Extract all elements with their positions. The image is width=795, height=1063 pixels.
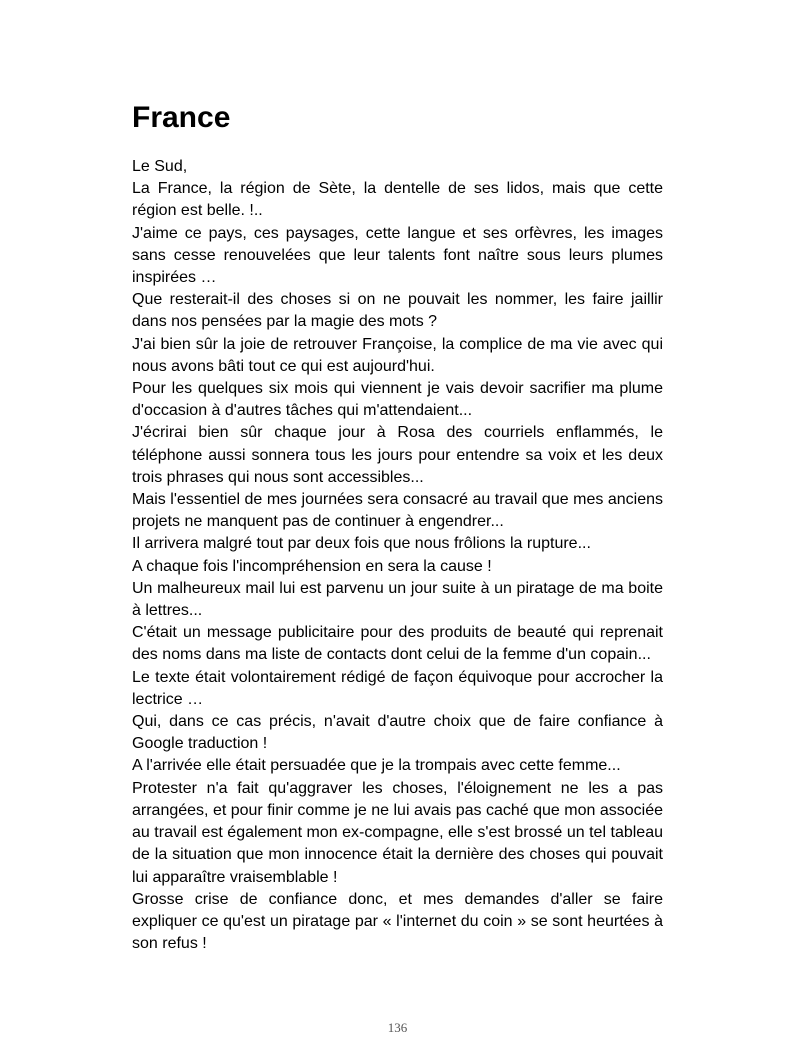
paragraph: Grosse crise de confiance donc, et mes demandes d'aller se faire expliquer ce qu'est un piratage par « l'internet du coin » se sont heurtées à son refus ! [132,890,663,953]
paragraph: Qui, dans ce cas précis, n'avait d'autre choix que de faire confiance à Google traduction ! [132,713,663,753]
paragraph: A l'arrivée elle était persuadée que je la trompais avec cette femme... [132,757,621,775]
paragraph: Le Sud, [132,158,188,175]
paragraph: Il arrivera malgré tout par deux fois que nous frôlions la rupture... [132,535,591,553]
paragraph: J'écrirai bien sûr chaque jour à Rosa des courriels enflammés, le téléphone aussi sonnera tous les jours pour entendre sa voix et les deux trois phrases qui nous sont accessibles... [132,424,663,486]
paragraph: J'ai bien sûr la joie de retrouver Françoise, la complice de ma vie avec qui nous avons bâti tout ce qui est aujourd'hui. [132,335,663,375]
paragraph: Mais l'essentiel de mes journées sera consacré au travail que mes anciens projets ne manquent pas de continuer à engendrer... [132,491,663,531]
paragraph: Protester n'a fait qu'aggraver les choses, l'éloignement ne les a pas arrangées, et pour finir comme je ne lui avais pas caché que mon associée au travail est également mon ex-compagne, elle s'est brossé un tel tableau de la situation que mon innocence était la dernière des choses qui pouvait lui apparaître vraisemblable ! [132,779,663,886]
paragraph: Que resterait-il des choses si on ne pouvait les nommer, les faire jaillir dans nos pensées par la magie des mots ? [132,291,663,331]
paragraph: Un malheureux mail lui est parvenu un jour suite à un piratage de ma boite à lettres... [132,579,663,620]
paragraph: C'était un message publicitaire pour des produits de beauté qui reprenait des noms dans ma liste de contacts dont celui de la femme d'un copain... [132,624,663,664]
body-text [132,156,663,955]
page-title: France [132,101,231,134]
page-number: 136 [387,1020,408,1035]
paragraph: J'aime ce pays, ces paysages, cette langue et ses orfèvres, les images sans cesse renouvelées que leur talents font naître sous leurs plumes inspirées … [132,224,663,287]
paragraph: La France, la région de Sète, la dentelle de ses lidos, mais que cette région est belle. !.. [132,180,663,220]
paragraph: A chaque fois l'incompréhension en sera la cause ! [132,557,492,575]
paragraph: Le texte était volontairement rédigé de façon équivoque pour accrocher la lectrice … [132,668,663,708]
paragraph: Pour les quelques six mois qui viennent je vais devoir sacrifier ma plume d'occasion à d'autres tâches qui m'attendaient... [132,380,663,420]
